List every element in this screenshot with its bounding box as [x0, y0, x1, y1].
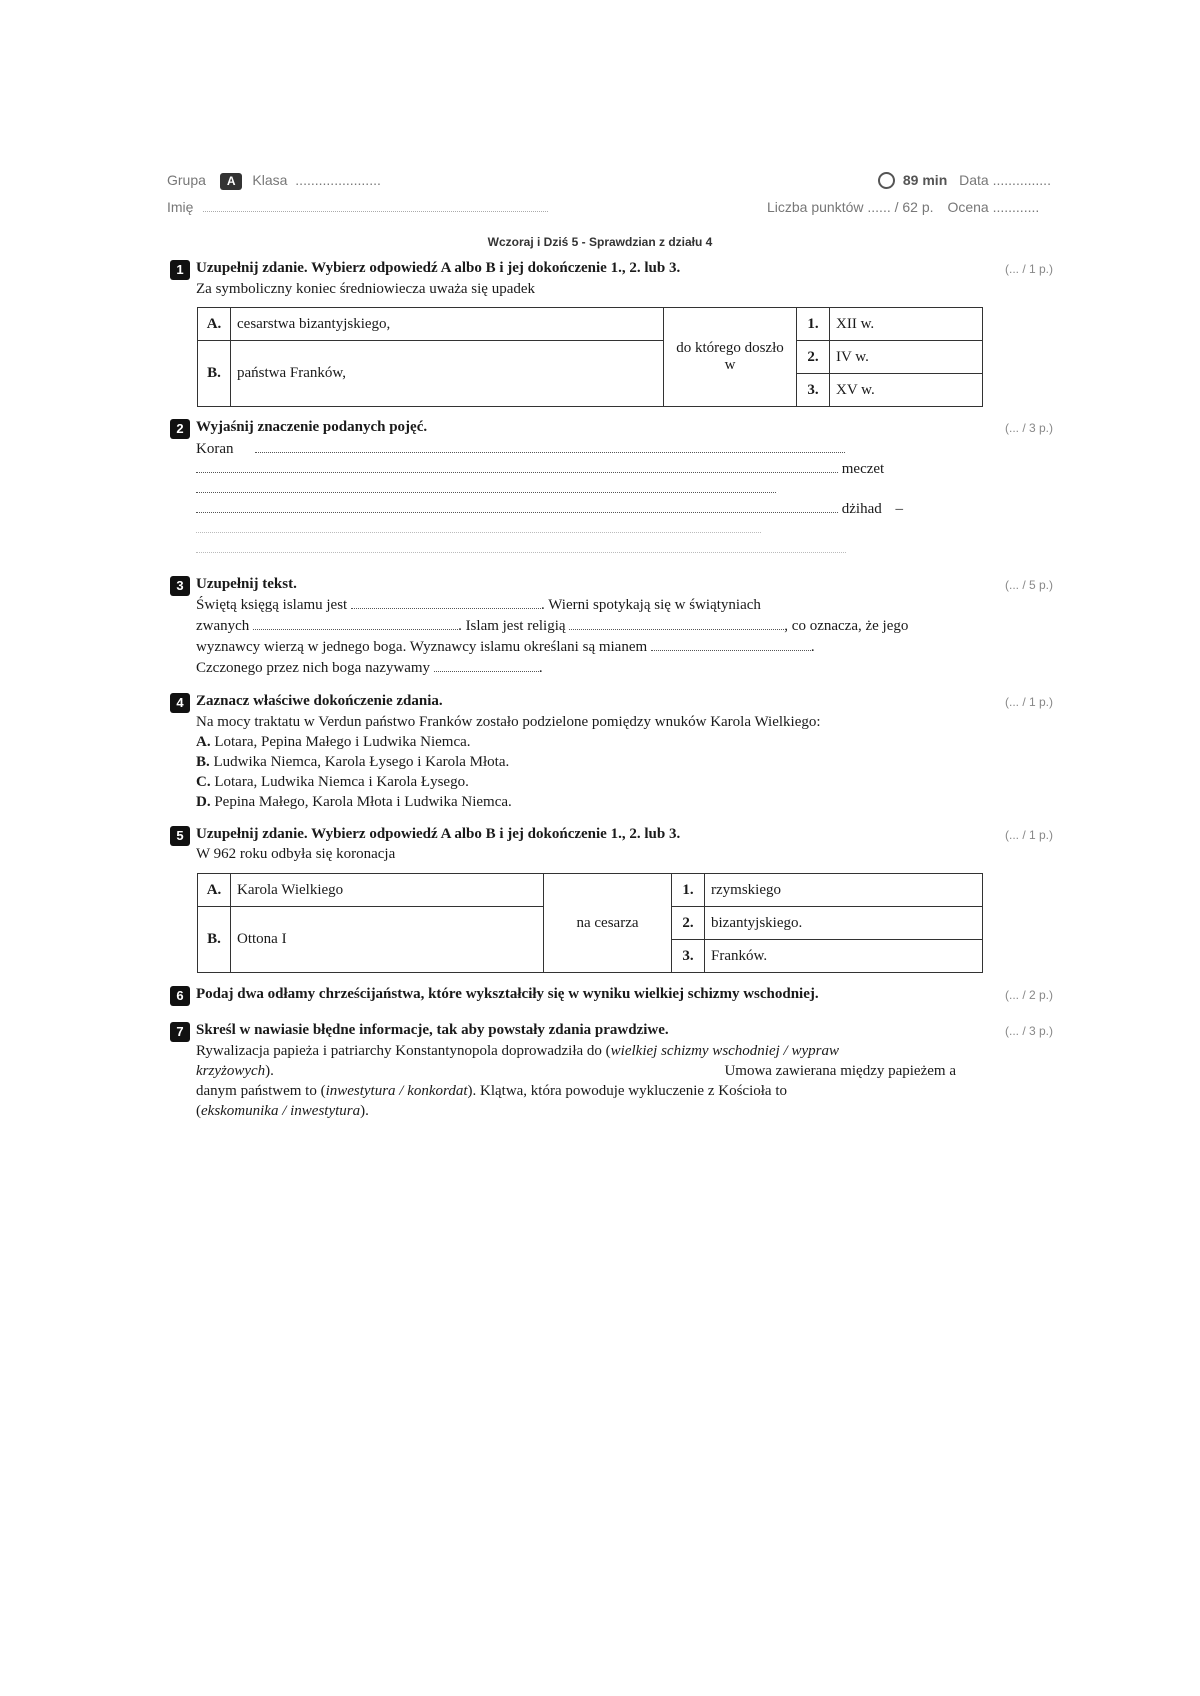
q5-option-b-letter[interactable]: B.: [198, 907, 231, 973]
q7-line-1: [196, 1043, 839, 1060]
q3-text-3b: .: [810, 639, 815, 655]
q1-option-a-letter[interactable]: A.: [198, 308, 231, 341]
question-7-title: Skreśl w nawiasie błędne informacje, tak aby powstały zdania prawdziwe.: [196, 1022, 669, 1038]
question-number-3: 3: [170, 576, 190, 596]
q1-num-2[interactable]: 2.: [797, 341, 830, 374]
points-total: Liczba punktów ...... / 62 p.: [767, 199, 934, 215]
q5-num-2[interactable]: 2.: [672, 907, 705, 940]
question-4-prompt: Na mocy traktatu w Verdun państwo Franków zostało podzielone pomiędzy wnuków Karola Wielkiego:: [196, 714, 821, 730]
q5-num-3[interactable]: 3.: [672, 940, 705, 973]
q3-text-3a: wyznawcy wierzą w jednego boga. Wyznawcy islamu określani są mianem: [196, 639, 648, 655]
date-label: Data: [959, 172, 989, 188]
q3-text-2a: zwanych: [196, 618, 250, 634]
q2-answer-line-6-row: [196, 540, 846, 558]
q5-choice-3[interactable]: Franków.: [705, 940, 983, 973]
page-title: Wczoraj i Dziś 5 - Sprawdzian z działu 4: [487, 235, 713, 249]
q4-option-b-letter: B.: [196, 754, 210, 770]
q3-text-2c: , co oznacza, że jego: [784, 618, 909, 634]
q1-option-b[interactable]: państwa Franków,: [231, 341, 664, 407]
date-field[interactable]: ...............: [992, 172, 1051, 188]
time-date-row: [878, 172, 1051, 190]
q4-option-a-text: Lotara, Pepina Małego i Ludwika Niemca.: [214, 734, 471, 750]
q5-option-a[interactable]: Karola Wielkiego: [231, 874, 544, 907]
question-number-1: 1: [170, 260, 190, 280]
grade-field[interactable]: ............: [992, 199, 1040, 215]
question-5-points: (... / 1 p.): [1005, 828, 1054, 842]
q4-option-a[interactable]: [196, 734, 471, 751]
question-6-title: Podaj dwa odłamy chrześcijaństwa, które wykształciły się w wyniku wielkiej schizmy wschodniej.: [196, 986, 819, 1002]
q4-option-c-letter: C.: [196, 774, 211, 790]
q4-option-c-text: Lotara, Ludwika Niemca i Karola Łysego.: [214, 774, 469, 790]
q2-answer-line-6[interactable]: [196, 540, 846, 553]
q2-answer-line-3[interactable]: [196, 480, 776, 493]
q7-text-3a: danym państwem to (: [196, 1083, 326, 1099]
q2-answer-line-5-row: [196, 520, 761, 538]
q7-line-3: [196, 1083, 787, 1100]
q5-middle-text: na cesarza: [544, 874, 672, 973]
q2-term-meczet-row: [196, 460, 884, 478]
q7-line-2: [196, 1063, 956, 1080]
q2-term-koran: Koran: [196, 441, 234, 457]
q4-option-c[interactable]: [196, 774, 469, 791]
class-label: Klasa: [252, 172, 288, 188]
q2-answer-line-3-row: [196, 480, 776, 498]
q4-option-b-text: Ludwika Niemca, Karola Łysego i Karola Młota.: [213, 754, 510, 770]
question-1-table: [197, 307, 983, 407]
q7-text-4c: ).: [360, 1103, 369, 1119]
q7-choice-2[interactable]: inwestytura / konkordat: [325, 1083, 468, 1099]
question-5-title: Uzupełnij zdanie. Wybierz odpowiedź A albo B i jej dokończenie 1., 2. lub 3.: [196, 826, 681, 842]
q4-option-b[interactable]: [196, 754, 509, 771]
q1-choice-1[interactable]: XII w.: [830, 308, 983, 341]
q2-term-dzihad-row: [196, 500, 903, 518]
question-number-2: 2: [170, 419, 190, 439]
q3-text-1a: Świętą księgą islamu jest: [196, 597, 348, 613]
q2-term-meczet: meczet: [841, 461, 885, 477]
q4-option-a-letter: A.: [196, 734, 211, 750]
question-number-5: 5: [170, 826, 190, 846]
question-7-points: (... / 3 p.): [1005, 1024, 1054, 1038]
clock-icon: [878, 172, 895, 189]
group-badge: A: [220, 173, 243, 190]
q2-term-koran-row: [196, 440, 845, 458]
q1-option-b-letter[interactable]: B.: [198, 341, 231, 407]
question-1-prompt: Za symboliczny koniec średniowiecza uważa się upadek: [196, 281, 536, 297]
q7-text-1a: Rywalizacja papieża i patriarchy Konstantynopola doprowadziła do (: [196, 1043, 611, 1059]
q2-answer-line-2[interactable]: [196, 460, 838, 473]
question-1-title: Uzupełnij zdanie. Wybierz odpowiedź A albo B i jej dokończenie 1., 2. lub 3.: [196, 260, 681, 276]
q3-blank-4[interactable]: [651, 638, 811, 651]
name-field[interactable]: [203, 199, 548, 212]
q3-line-2: [196, 617, 908, 635]
q4-option-d[interactable]: [196, 794, 512, 811]
q2-answer-line-4[interactable]: [196, 500, 838, 513]
q5-option-b[interactable]: Ottona I: [231, 907, 544, 973]
q5-choice-2[interactable]: bizantyjskiego.: [705, 907, 983, 940]
question-number-4: 4: [170, 693, 190, 713]
q2-term-dzihad: dżihad: [841, 501, 882, 517]
q1-choice-3[interactable]: XV w.: [830, 374, 983, 407]
q3-text-4a: Czczonego przez nich boga nazywamy: [196, 660, 431, 676]
q2-answer-line-1[interactable]: [255, 440, 845, 453]
time-value: 89 min: [902, 172, 948, 188]
question-6-points: (... / 2 p.): [1005, 988, 1054, 1002]
q3-blank-3[interactable]: [569, 617, 784, 630]
question-3-title: Uzupełnij tekst.: [196, 576, 297, 592]
question-4-points: (... / 1 p.): [1005, 695, 1054, 709]
q3-blank-1[interactable]: [351, 596, 541, 609]
q7-choice-1[interactable]: wielkiej schizmy wschodniej / wypraw: [610, 1043, 839, 1059]
question-1-points: (... / 1 p.): [1005, 262, 1054, 276]
name-row: [167, 199, 548, 215]
question-2-points: (... / 3 p.): [1005, 421, 1054, 435]
question-2-title: Wyjaśnij znaczenie podanych pojęć.: [196, 419, 428, 435]
q3-blank-2[interactable]: [253, 617, 458, 630]
q4-option-d-letter: D.: [196, 794, 211, 810]
question-number-6: 6: [170, 986, 190, 1006]
question-3-points: (... / 5 p.): [1005, 578, 1054, 592]
question-5-table: [197, 873, 983, 973]
q7-line-4: [196, 1103, 369, 1120]
q3-line-3: [196, 638, 815, 656]
q3-line-4: [196, 659, 543, 677]
q7-choice-1-cont[interactable]: krzyżowych: [196, 1063, 266, 1079]
q7-text-2c: Umowa zawierana między papieżem a: [724, 1063, 956, 1079]
q3-text-2b: . Islam jest religią: [458, 618, 566, 634]
group-row: [167, 172, 381, 190]
q5-option-a-letter[interactable]: A.: [198, 874, 231, 907]
q3-line-1: [196, 596, 761, 614]
q1-choice-2[interactable]: IV w.: [830, 341, 983, 374]
q7-text-4a: (: [196, 1103, 201, 1119]
q3-text-1b: . Wierni spotykają się w świątyniach: [540, 597, 761, 613]
q7-text-3c: ). Klątwa, która powoduje wykluczenie z Kościoła to: [467, 1083, 787, 1099]
q2-dash: –: [895, 501, 903, 517]
q1-option-a[interactable]: cesarstwa bizantyjskiego,: [231, 308, 664, 341]
q3-text-4b: .: [538, 660, 543, 676]
q7-choice-3[interactable]: ekskomunika / inwestytura: [201, 1103, 361, 1119]
q3-blank-5[interactable]: [434, 659, 539, 672]
q1-num-1[interactable]: 1.: [797, 308, 830, 341]
q5-num-1[interactable]: 1.: [672, 874, 705, 907]
question-number-7: 7: [170, 1022, 190, 1042]
q4-option-d-text: Pepina Małego, Karola Młota i Ludwika Niemca.: [214, 794, 512, 810]
q7-text-2b: ).: [265, 1063, 274, 1079]
name-label: Imię: [167, 199, 194, 215]
question-5-prompt: W 962 roku odbyła się koronacja: [196, 846, 396, 862]
q5-choice-1[interactable]: rzymskiego: [705, 874, 983, 907]
q1-middle-text: do którego doszło w: [664, 308, 797, 407]
group-label: Grupa: [167, 172, 206, 188]
question-4-title: Zaznacz właściwe dokończenie zdania.: [196, 693, 443, 709]
q2-answer-line-5[interactable]: [196, 520, 761, 533]
points-grade-row: [767, 199, 1039, 215]
class-field[interactable]: ......................: [295, 172, 381, 188]
q1-num-3[interactable]: 3.: [797, 374, 830, 407]
grade-label: Ocena: [947, 199, 989, 215]
